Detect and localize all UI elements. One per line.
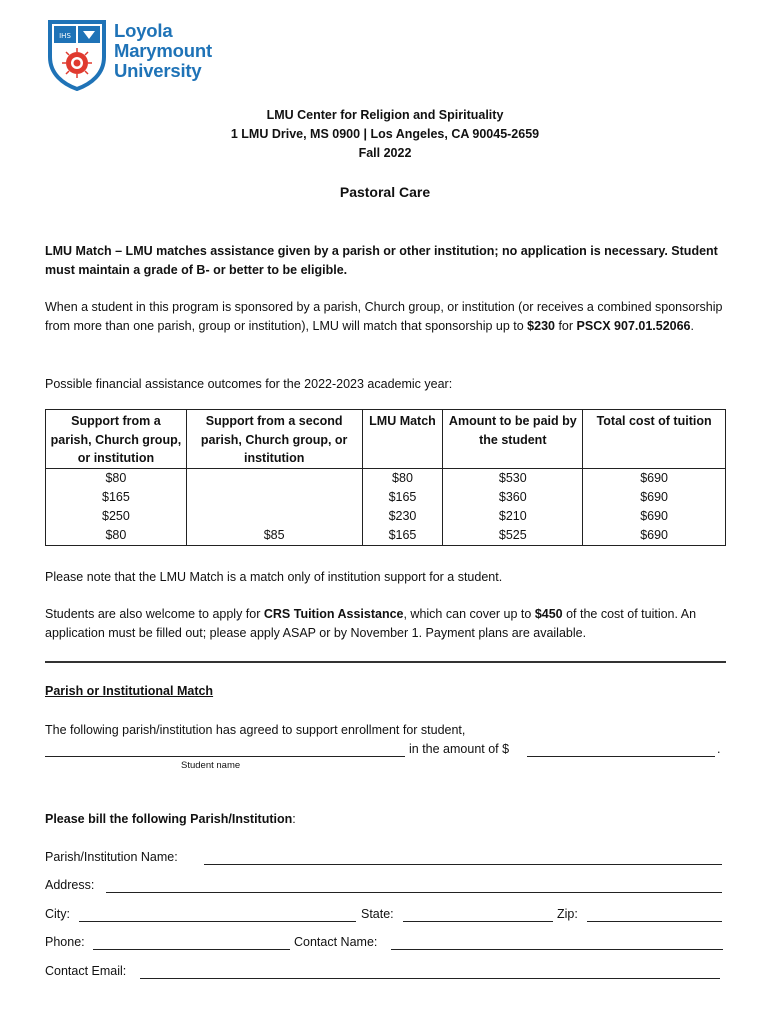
table-cell: $230	[362, 507, 443, 526]
table-row	[46, 469, 726, 489]
org-name: LMU Center for Religion and Spirituality	[266, 108, 504, 122]
parish-name-label: Parish/Institution Name:	[45, 850, 178, 864]
contact-name-field[interactable]	[391, 949, 723, 950]
table-cell: $80	[46, 469, 187, 489]
crs-text-1: Students are also welcome to apply for	[45, 607, 264, 621]
table-cell: $690	[583, 507, 726, 526]
section-title: Parish or Institutional Match	[45, 684, 214, 698]
state-label: State:	[361, 907, 394, 921]
logo-line-3: University	[114, 60, 202, 81]
form-intro: The following parish/institution has agreed to support enrollment for student,	[45, 723, 466, 737]
logo-line-2: Marymount	[114, 40, 212, 61]
section-divider	[45, 661, 726, 663]
sponsor-text-3: .	[690, 319, 694, 333]
table-cell: $80	[362, 469, 443, 489]
parish-name-field[interactable]	[204, 864, 722, 865]
sponsor-text-1: When a student in this program is sponsored by a parish, Church group, or institution (or receives a combined sponsorship from more than one parish, group or institution), LMU will match that sponsorship up to	[45, 300, 723, 333]
phone-label: Phone:	[45, 935, 85, 949]
contact-email-label: Contact Email:	[45, 964, 127, 978]
table-header: Support from a second parish, Church group, or institution	[186, 410, 362, 469]
logo-line-1: Loyola	[114, 20, 173, 41]
student-name-caption: Student name	[181, 760, 241, 771]
table-header: Support from a parish, Church group, or institution	[46, 410, 187, 469]
lmu-logo	[47, 19, 227, 93]
table-cell	[186, 488, 362, 507]
crs-paragraph	[45, 605, 725, 643]
table-cell: $80	[46, 526, 187, 546]
table-row	[46, 526, 726, 546]
assistance-table	[45, 409, 726, 546]
contact-name-label: Contact Name:	[294, 935, 378, 949]
match-notice: LMU Match – LMU matches assistance given by a parish or other institution; no application is necessary. Student must maintain a grade of B- or better to be eligible.	[45, 244, 718, 277]
table-cell: $690	[583, 488, 726, 507]
bill-title-colon: :	[292, 812, 296, 826]
table-cell: $525	[443, 526, 583, 546]
possible-outcomes: Possible financial assistance outcomes for the 2022-2023 academic year:	[45, 377, 453, 391]
table-cell: $250	[46, 507, 187, 526]
amount-label: in the amount of $	[409, 742, 510, 756]
lmu-shield-icon	[47, 19, 107, 91]
table-cell: $210	[443, 507, 583, 526]
sponsor-amount: $230	[527, 319, 555, 333]
amount-field[interactable]	[527, 756, 715, 757]
table-header: LMU Match	[362, 410, 443, 469]
crs-amount: $450	[534, 607, 563, 621]
table-header-row	[46, 410, 726, 469]
table-row	[46, 488, 726, 507]
match-note: Please note that the LMU Match is a match only of institution support for a student.	[45, 570, 503, 584]
sponsor-text-2: for	[554, 319, 577, 333]
table-cell: $530	[443, 469, 583, 489]
svg-text:IHS: IHS	[59, 32, 71, 40]
bill-title	[45, 812, 296, 826]
zip-label: Zip:	[557, 907, 578, 921]
address-field[interactable]	[106, 892, 722, 893]
zip-field[interactable]	[587, 921, 722, 922]
table-cell: $165	[362, 526, 443, 546]
state-field[interactable]	[403, 921, 553, 922]
table-cell: $690	[583, 469, 726, 489]
bill-title-text: Please bill the following Parish/Institution	[45, 812, 293, 826]
table-cell: $165	[46, 488, 187, 507]
table-cell: $360	[443, 488, 583, 507]
contact-email-field[interactable]	[140, 978, 720, 979]
lmu-wordmark	[114, 21, 212, 81]
term: Fall 2022	[358, 146, 412, 160]
crs-text-3: of the cost of tuition. An application must be filled out; please apply ASAP or by November 1. Payment plans are available.	[45, 607, 697, 640]
phone-field[interactable]	[93, 949, 290, 950]
city-label: City:	[45, 907, 70, 921]
address-label: Address:	[45, 878, 95, 892]
page-title: Pastoral Care	[339, 184, 431, 200]
table-row	[46, 507, 726, 526]
amount-period: .	[717, 742, 721, 756]
student-name-field[interactable]	[45, 756, 405, 757]
table-cell: $165	[362, 488, 443, 507]
city-field[interactable]	[79, 921, 356, 922]
crs-program-name: CRS Tuition Assistance	[263, 607, 404, 621]
sponsor-paragraph	[45, 298, 725, 336]
table-cell: $85	[186, 526, 362, 546]
org-address: 1 LMU Drive, MS 0900 | Los Angeles, CA 90045-2659	[230, 127, 540, 141]
table-cell	[186, 507, 362, 526]
table-header: Total cost of tuition	[583, 410, 726, 469]
crs-text-2: , which can cover up to	[403, 607, 535, 621]
table-cell: $690	[583, 526, 726, 546]
sponsor-account: PSCX 907.01.52066	[576, 319, 691, 333]
table-header: Amount to be paid by the student	[443, 410, 583, 469]
table-cell	[186, 469, 362, 489]
